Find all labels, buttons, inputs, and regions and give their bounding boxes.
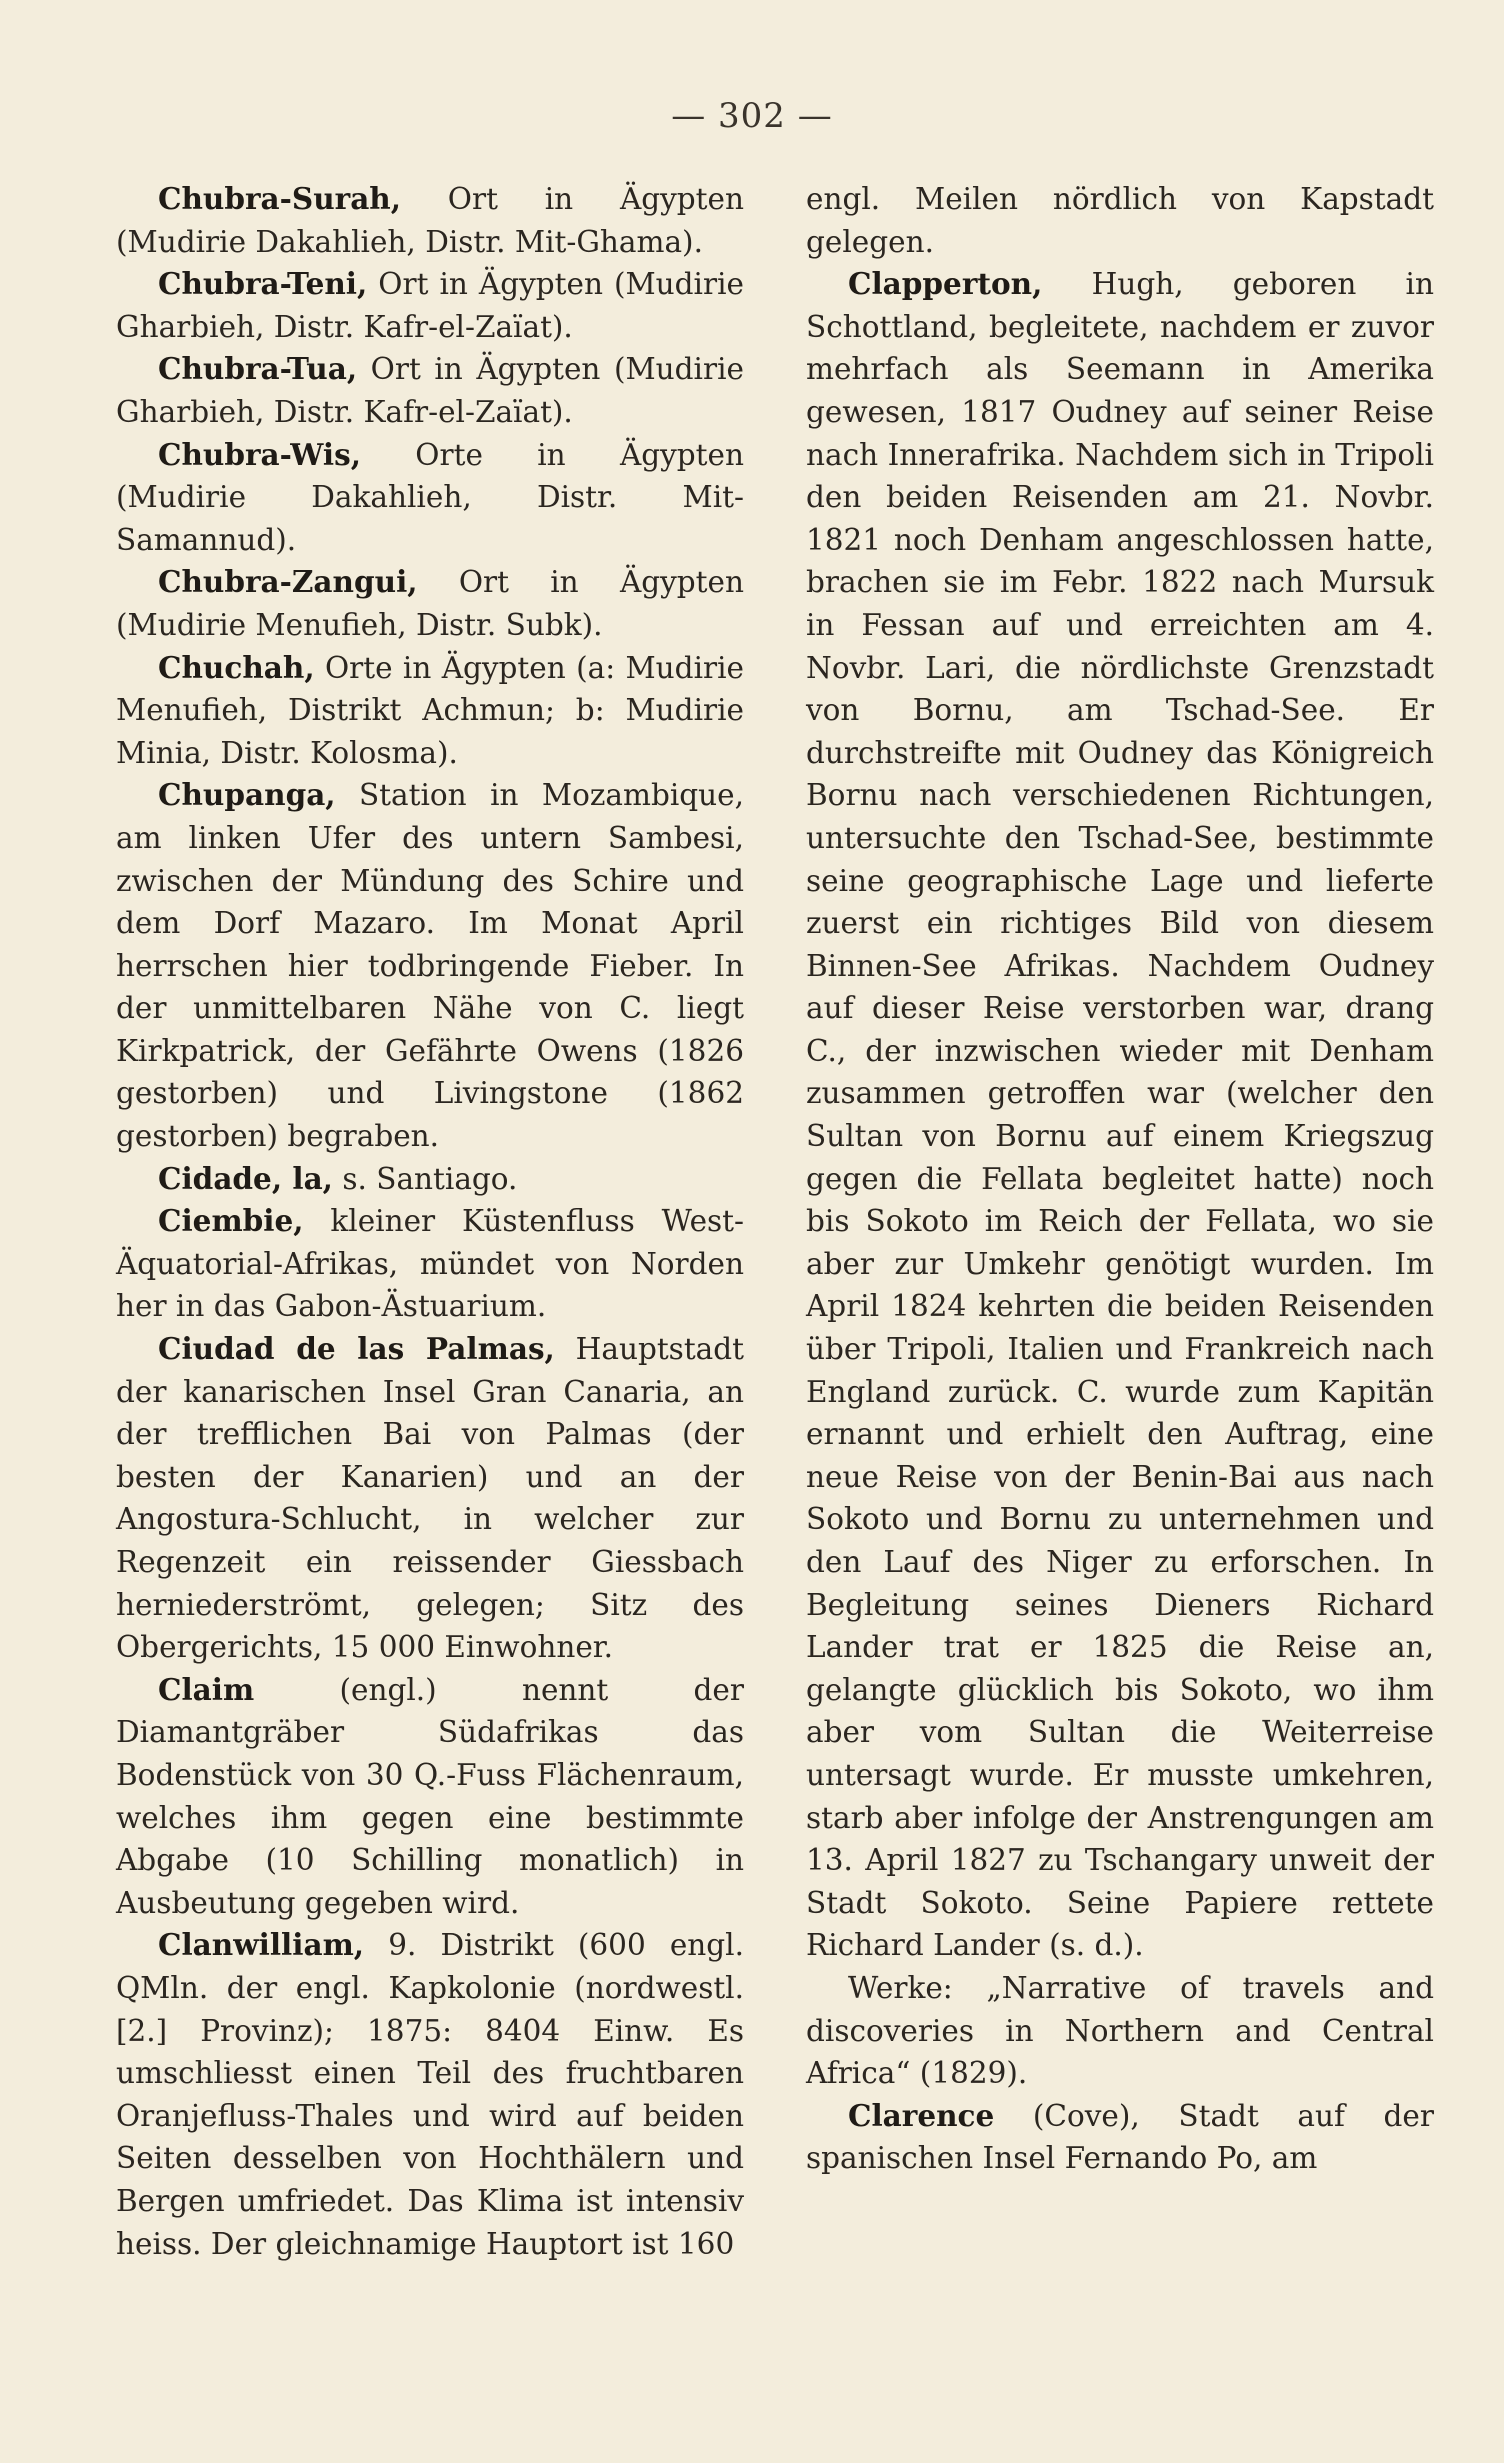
entry-headword: Clarence: [848, 2097, 995, 2133]
entry-headword: Chupanga,: [158, 777, 336, 813]
entry-text: Ort in Ägypten (Mudirie Dakahlieh, Distr. Mit-Ghama).: [116, 182, 744, 259]
dictionary-entry: [116, 561, 744, 646]
dictionary-entry: [116, 647, 744, 775]
dictionary-entry: [116, 1924, 744, 2265]
entry-headword: Chubra-Wis,: [158, 436, 361, 472]
entry-headword: Clapperton,: [848, 266, 1043, 302]
dictionary-entry: [116, 434, 744, 562]
dictionary-entry: [116, 1328, 744, 1669]
entry-headword: Ciembie,: [158, 1203, 304, 1239]
entry-text: Hauptstadt der kanarischen Insel Gran Canaria, an der trefflichen Bai von Palmas (der besten der Kanarien) und an der Angostura-Schlucht, in welcher zur Regenzeit ein reissender Giessbach herniederströmt, gelegen; Sitz des Obergerichts, 15 000 Einwohner.: [116, 1332, 744, 1665]
entry-text: kleiner Küstenfluss West-Äquatorial-Afrikas, mündet von Norden her in das Gabon-Ästuarium.: [116, 1204, 744, 1324]
dictionary-entry: [116, 1158, 744, 1201]
entry-text: Orte in Ägypten (Mudirie Dakahlieh, Distr. Mit-Samannud).: [116, 437, 744, 557]
entry-headword: Chubra-Teni,: [158, 266, 368, 302]
dictionary-entry: [116, 263, 744, 348]
entry-text: engl. Meilen nördlich von Kapstadt gelegen.: [806, 182, 1434, 259]
dictionary-entry: [116, 774, 744, 1157]
entry-headword: Chubra-Zangui,: [158, 564, 418, 600]
entry-headword: Claim: [158, 1671, 255, 1707]
dictionary-entry: [806, 1967, 1434, 2095]
entry-headword: Cidade, la,: [158, 1160, 333, 1196]
entry-text: Orte in Ägypten (a: Mudirie Menufieh, Distrikt Achmun; b: Mudirie Minia, Distr. Kolosma).: [116, 650, 744, 770]
entry-text: Station in Mozambique, am linken Ufer des untern Sambesi, zwischen der Mündung des Schire und dem Dorf Mazaro. Im Monat April herrschen hier todbringende Fieber. In der unmittelbaren Nähe von C. liegt Kirkpatrick, der Gefährte Owens (1826 gestorben) und Livingstone (1862 gestorben) begraben.: [116, 778, 744, 1154]
entry-text: Hugh, geboren in Schottland, begleitete, nachdem er zuvor mehrfach als Seemann in Amerika gewesen, 1817 Oudney auf seiner Reise nach Innerafrika. Nachdem sich in Tripoli den beiden Reisenden am 21. Novbr. 1821 noch Denham angeschlossen hatte, brachen sie im Febr. 1822 nach Mursuk in Fessan auf und erreichten am 4. Novbr. Lari, die nördlichste Grenzstadt von Bornu, am Tschad-See. Er durchstreifte mit Oudney das Königreich Bornu nach verschiedenen Richtungen, untersuchte den Tschad-See, bestimmte seine geographische Lage und lieferte zuerst ein richtiges Bild von diesem Binnen-See Afrikas. Nachdem Oudney auf dieser Reise verstorben war, drang C., der inzwischen wieder mit Denham zusammen getroffen war (welcher den Sultan von Bornu auf einem Kriegszug gegen die Fellata begleitet hatte) noch bis Sokoto im Reich der Fellata, wo sie aber zur Umkehr genötigt wurden. Im April 1824 kehrten die beiden Reisenden über Tripoli, Italien und Frankreich nach England zurück. C. wurde zum Kapitän ernannt und erhielt den Auftrag, eine neue Reise von der Benin-Bai aus nach Sokoto und Bornu zu unternehmen und den Lauf des Niger zu erforschen. In Begleitung seines Dieners Richard Lander trat er 1825 die Reise an, gelangte glücklich bis Sokoto, wo ihm aber vom Sultan die Weiterreise untersagt wurde. Er musste umkehren, starb aber infolge der Anstrengungen am 13. April 1827 zu Tschangary unweit der Stadt Sokoto. Seine Papiere rettete Richard Lander (s. d.).: [806, 267, 1434, 1963]
entry-text: (engl.) nennt der Diamantgräber Südafrikas das Bodenstück von 30 Q.-Fuss Flächenraum, welches ihm gegen eine bestimmte Abgabe (10 Schilling monatlich) in Ausbeutung gegeben wird.: [116, 1672, 744, 1920]
page-number: — 302 —: [671, 96, 833, 136]
entry-headword: Chuchah,: [158, 649, 315, 685]
entry-text: s. Santiago.: [332, 1161, 518, 1196]
entry-headword: Ciudad de las Palmas,: [158, 1331, 555, 1367]
entry-headword: Chubra-Tua,: [158, 351, 358, 387]
entry-text: (Cove), Stadt auf der spanischen Insel Fernando Po, am: [806, 2098, 1434, 2176]
entry-headword: Clanwilliam,: [158, 1927, 365, 1963]
dictionary-entry: [116, 1200, 744, 1328]
dictionary-entry: [116, 178, 744, 263]
entry-text: Werke: „Narrative of travels and discoveries in Northern and Central Africa“ (1829).: [806, 1970, 1434, 2091]
dictionary-entry: [806, 263, 1434, 1967]
right-column: [806, 178, 1434, 2180]
dictionary-entry: [116, 1669, 744, 1925]
dictionary-entry: [806, 2095, 1434, 2180]
entry-text: Ort in Ägypten (Mudirie Menufieh, Distr. Subk).: [116, 565, 744, 642]
left-column: [116, 178, 744, 2265]
dictionary-entry: [806, 178, 1434, 263]
entry-text: Ort in Ägypten (Mudirie Gharbieh, Distr. Kafr-el-Zaïat).: [116, 267, 744, 344]
entry-headword: Chubra-Surah,: [158, 181, 402, 216]
entry-text: Ort in Ägypten (Mudirie Gharbieh, Distr. Kafr-el-Zaïat).: [116, 352, 744, 429]
entry-text: 9. Distrikt (600 engl. QMln. der engl. Kapkolonie (nordwestl. [2.] Provinz); 1875: 8404 Einw. Es umschliesst einen Teil des fruchtbaren Oranjefluss-Thales und wird auf beiden Seiten desselben von Hochthälern und Bergen umfriedet. Das Klima ist intensiv heiss. Der gleichnamige Hauptort ist 160: [116, 1928, 744, 2261]
dictionary-entry: [116, 348, 744, 433]
